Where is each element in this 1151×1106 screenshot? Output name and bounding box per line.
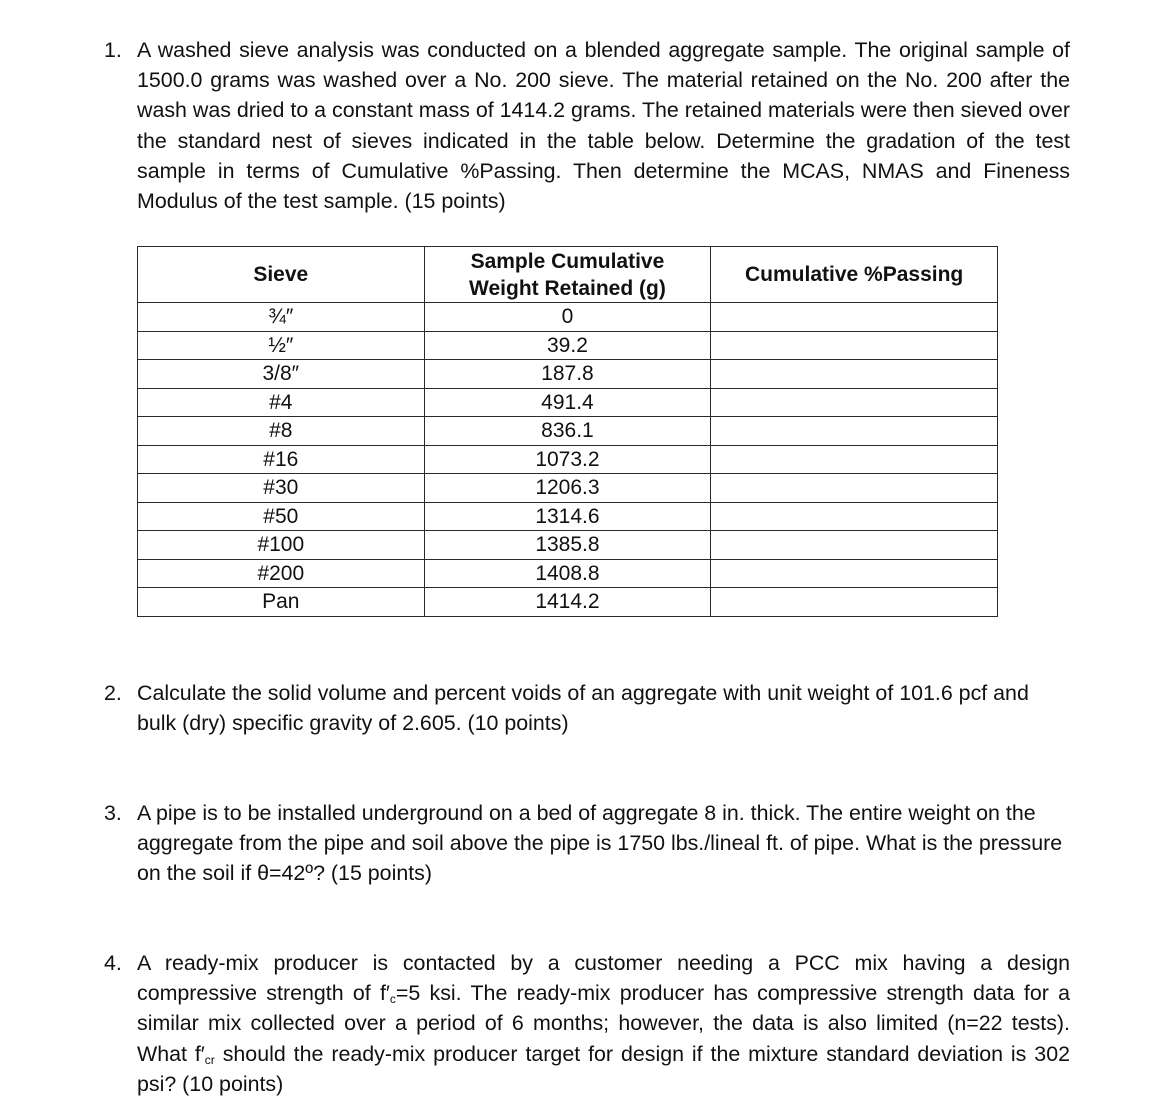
header-retained-line2: Weight Retained (g) (469, 276, 666, 300)
text-segment: A ready-mix producer is contacted by a customer needing a PCC mix having a design compressive strength of f′ (137, 951, 1070, 1006)
table-row (138, 588, 998, 617)
fc-subscript: c (389, 992, 396, 1007)
sieve-size-cell: ½″ (138, 331, 425, 360)
cumulative-passing-cell (711, 588, 998, 617)
sieve-size-cell: #16 (138, 445, 425, 474)
sieve-size-cell: Pan (138, 588, 425, 617)
cumulative-retained-cell: 0 (424, 303, 711, 332)
cumulative-retained-cell: 1206.3 (424, 474, 711, 503)
question-text: Calculate the solid volume and percent voids of an aggregate with unit weight of 101.6 pcf and bulk (dry) specific gravity of 2.605. (10 points) (137, 681, 1029, 736)
question-number: 2. (104, 681, 122, 705)
cumulative-passing-cell (711, 417, 998, 446)
cumulative-retained-cell: 1385.8 (424, 531, 711, 560)
cumulative-retained-cell: 1408.8 (424, 559, 711, 588)
cumulative-retained-cell: 836.1 (424, 417, 711, 446)
cumulative-retained-cell: 39.2 (424, 331, 711, 360)
header-sieve: Sieve (138, 247, 425, 303)
sieve-size-cell: #200 (138, 559, 425, 588)
header-retained-line1: Sample Cumulative (470, 249, 665, 273)
table-row (138, 331, 998, 360)
question-2 (104, 678, 1070, 738)
question-number: 3. (104, 801, 122, 825)
table-row (138, 502, 998, 531)
text-segment: should the ready-mix producer target for design if the mixture standard deviation is 302 psi? (10 points) (137, 1041, 1070, 1096)
sieve-size-cell: 3/8″ (138, 360, 425, 389)
cumulative-passing-cell (711, 531, 998, 560)
sieve-analysis-table (137, 246, 998, 617)
cumulative-passing-cell (711, 559, 998, 588)
sieve-size-cell: #30 (138, 474, 425, 503)
table-row (138, 445, 998, 474)
question-1 (104, 35, 1070, 216)
text-segment: =5 ksi. The ready-mix producer has compressive strength data for a similar mix collected over a period of 6 months; however, the data is also limited (n=22 tests). What f′ (137, 981, 1071, 1066)
sieve-size-cell: #100 (138, 531, 425, 560)
table-row (138, 417, 998, 446)
fcr-subscript: cr (204, 1052, 215, 1067)
cumulative-retained-cell: 1414.2 (424, 588, 711, 617)
table-row (138, 474, 998, 503)
question-number: 1. (104, 38, 122, 62)
table-header-row (138, 247, 998, 303)
table-row (138, 303, 998, 332)
sieve-size-cell: ¾″ (138, 303, 425, 332)
question-number: 4. (104, 951, 122, 975)
header-cumulative-retained (424, 247, 711, 303)
table-row (138, 531, 998, 560)
cumulative-retained-cell: 491.4 (424, 388, 711, 417)
question-text: A washed sieve analysis was conducted on a blended aggregate sample. The original sample of 1500.0 grams was washed over a No. 200 sieve. The material retained on the No. 200 after the wash was dried to a constant mass of 1414.2 grams. The retained materials were then sieved over the standard nest of sieves indicated in the table below. Determine the gradation of the test sample in terms of Cumulative %Passing. Then determine the MCAS, NMAS and Fineness Modulus of the test sample. (15 points) (137, 38, 1070, 214)
table-row (138, 360, 998, 389)
cumulative-retained-cell: 1314.6 (424, 502, 711, 531)
question-text (137, 948, 1070, 1099)
cumulative-passing-cell (711, 502, 998, 531)
table-row (138, 388, 998, 417)
cumulative-passing-cell (711, 360, 998, 389)
cumulative-passing-cell (711, 388, 998, 417)
cumulative-passing-cell (711, 331, 998, 360)
question-3 (104, 798, 1070, 889)
question-4 (104, 948, 1070, 1099)
question-text: A pipe is to be installed underground on a bed of aggregate 8 in. thick. The entire weight on the aggregate from the pipe and soil above the pipe is 1750 lbs./lineal ft. of pipe. What is the pressure on the soil if θ=42º? (15 points) (137, 801, 1063, 886)
table-row (138, 559, 998, 588)
cumulative-retained-cell: 187.8 (424, 360, 711, 389)
cumulative-passing-cell (711, 474, 998, 503)
sieve-size-cell: #8 (138, 417, 425, 446)
cumulative-retained-cell: 1073.2 (424, 445, 711, 474)
header-cumulative-passing: Cumulative %Passing (711, 247, 998, 303)
cumulative-passing-cell (711, 445, 998, 474)
sieve-size-cell: #4 (138, 388, 425, 417)
sieve-size-cell: #50 (138, 502, 425, 531)
cumulative-passing-cell (711, 303, 998, 332)
